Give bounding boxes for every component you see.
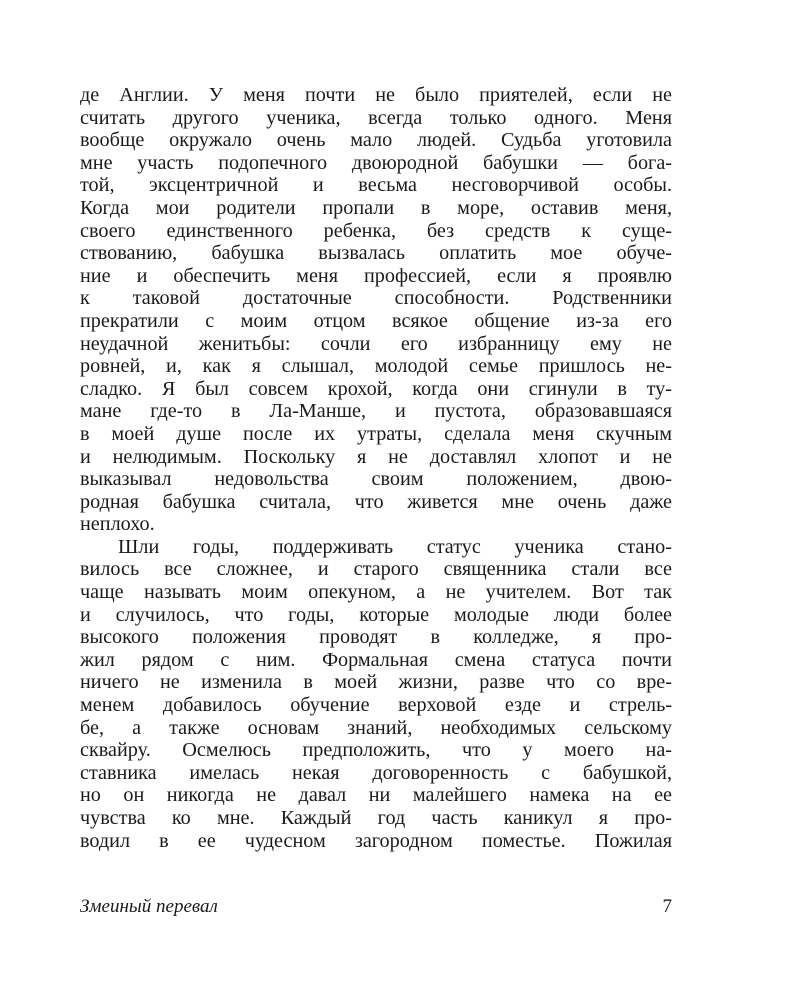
text-line-paragraph-end: неплохо. bbox=[80, 513, 155, 536]
text-line: считать другого ученика, всегда только одного. Меня bbox=[80, 106, 672, 129]
text-line: мане где-то в Ла-Манше, и пустота, образовавшаяся bbox=[80, 400, 672, 423]
page-footer bbox=[80, 896, 672, 922]
text-line: в моей душе после их утраты, сделала меня скучным bbox=[80, 422, 672, 445]
text-line: ние и обеспечить меня профессией, если я проявлю bbox=[80, 264, 672, 287]
text-line: той, эксцентричной и весьма несговорчивой особы. bbox=[80, 174, 672, 197]
text-line: и случилось, что годы, которые молодые люди более bbox=[80, 603, 672, 626]
page-number: 7 bbox=[662, 896, 672, 917]
text-line: вилось все сложнее, и старого священника стали все bbox=[80, 558, 672, 581]
text-line: ничего не изменила в моей жизни, разве что со вре- bbox=[80, 671, 672, 694]
text-line: и нелюдимым. Поскольку я не доставлял хлопот и не bbox=[80, 445, 672, 468]
text-line: ровней, и, как я слышал, молодой семье пришлось не- bbox=[80, 355, 672, 378]
text-line: чаще называть моим опекуном, а не учителем. Вот так bbox=[80, 581, 672, 604]
text-line-paragraph-start: Шли годы, поддерживать статус ученика стано- bbox=[118, 535, 672, 558]
text-line: жил рядом с ним. Формальная смена статуса почти bbox=[80, 648, 672, 671]
text-line: родная бабушка считала, что живется мне очень даже bbox=[80, 490, 672, 513]
text-line: менем добавилось обучение верховой езде и стрель- bbox=[80, 694, 672, 717]
text-line: де Англии. У меня почти не было приятелей, если не bbox=[80, 84, 672, 106]
text-line: чувства ко мне. Каждый год часть каникул я про- bbox=[80, 807, 672, 829]
text-line: мне участь подопечного двоюродной бабушки — бога- bbox=[80, 151, 672, 174]
running-title: Змеиный перевал bbox=[80, 896, 218, 917]
text-line: высокого положения проводят в колледже, я про- bbox=[80, 626, 672, 649]
text-line: неудачной женитьбы: сочли его избранницу ему не bbox=[80, 332, 672, 355]
text-line: своего единственного ребенка, без средств к суще- bbox=[80, 219, 672, 242]
text-line: бе, а также основам знаний, необходимых сельскому bbox=[80, 716, 672, 739]
text-line: но он никогда не давал ни малейшего намека на ее bbox=[80, 784, 672, 807]
text-line: водил в ее чудесном загородном поместье. Пожилая bbox=[80, 829, 672, 852]
text-line: выказывал недовольства своим положением, двою- bbox=[80, 468, 672, 491]
text-line: прекратили с моим отцом всякое общение из-за его bbox=[80, 309, 672, 332]
body-text bbox=[80, 84, 672, 852]
text-line: сладко. Я был совсем крохой, когда они сгинули в ту- bbox=[80, 377, 672, 400]
text-line: ствованию, бабушка вызвалась оплатить мое обуче- bbox=[80, 242, 672, 265]
text-line: к таковой достаточные способности. Родственники bbox=[80, 287, 672, 310]
text-line: вообще окружало очень мало людей. Судьба уготовила bbox=[80, 129, 672, 152]
text-line: Когда мои родители пропали в море, оставив меня, bbox=[80, 196, 672, 219]
text-line: ставника имелась некая договоренность с бабушкой, bbox=[80, 761, 672, 784]
text-line: сквайру. Осмелюсь предположить, что у моего на- bbox=[80, 739, 672, 762]
